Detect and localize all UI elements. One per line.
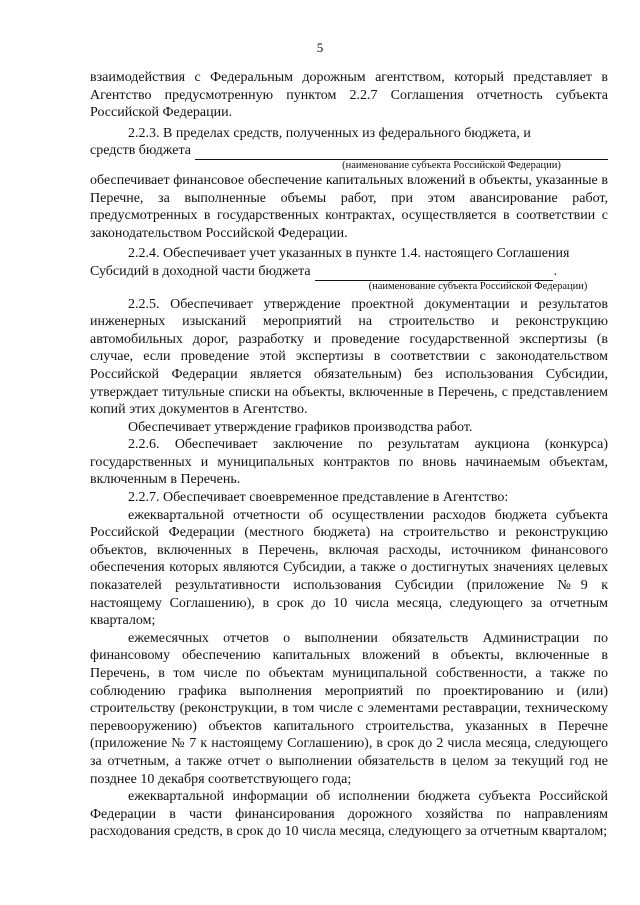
clause-2-2-3-body: обеспечивает финансовое обеспечение капитальных вложений в объекты, указанные в Перечне, за выполненные объемы работ, при этом авансирование работ, предусмотренных в государственных контрактах, осуществляется в соответствии с законодательством Российской Федерации. xyxy=(90,172,608,241)
schedule-approval: Обеспечивает утверждение графиков производства работ. xyxy=(128,419,473,435)
page-number: 5 xyxy=(316,40,324,55)
clause-2-2-7: 2.2.7. Обеспечивает своевременное представление в Агентство: xyxy=(128,490,509,506)
clause-2-2-6: 2.2.6. Обеспечивает заключение по результатам аукциона (конкурса) государственных и муниципальных контрактов по вновь начинаемым объектам, включенным в Перечень. xyxy=(90,437,608,488)
budget-label: средств бюджета xyxy=(90,143,192,159)
budget-info-item: ежеквартальной информации об исполнении бюджета субъекта Российской Федерации в части финансирования дорожного хозяйства по направлениям расходования средств, в срок до 10 числа месяца, следующего за отчетным кварталом; xyxy=(90,789,608,840)
period: . xyxy=(553,263,558,279)
paragraph-continuation: взаимодействия с Федеральным дорожным агентством, который представляет в Агентство предусмотренную пунктом 2.2.7 Соглашения отчетность субъекта Российской Федерации. xyxy=(90,70,608,121)
fill-in-blank xyxy=(315,266,553,281)
clause-2-2-4-intro: 2.2.4. Обеспечивает учет указанных в пункте 1.4. настоящего Соглашения xyxy=(128,246,570,262)
budget-fill-line xyxy=(90,142,608,160)
quarterly-report-item: ежеквартальной отчетности об осуществлении расходов бюджета субъекта Российской Федерации (местного бюджета) на строительство и реконструкцию объектов, включенных в Перечень, включая расходы, источником финансового обеспечения которых являются Субсидии, а также о достигнутых значениях целевых показателей результативности использования Субсидии (приложение №9 к настоящему Соглашению), в срок до 10 числа месяца, следующего за отчетным кварталом; xyxy=(90,507,608,629)
fill-in-blank xyxy=(195,145,608,160)
clause-2-2-5: 2.2.5. Обеспечивает утверждение проектной документации и результатов инженерных изысканий мероприятий на строительство и реконструкцию автомобильных дорог, разработку и проведение государственной экспертизы (в случае, если проведение этой экспертизы в соответствии с законодательством Российской Федерации является обязательным) без использования Субсидии, утверждает титульные списки на объекты, включенные в Перечень, с представлением копий этих документов в Агентство. xyxy=(90,296,608,418)
document-body xyxy=(90,69,608,841)
monthly-report-item: ежемесячных отчетов о выполнении обязательств Администрации по финансовому обеспечению капитальных вложений в объекты, включенные в Перечень, в том числе по объектам муниципальной собственности, а также по соблюдению графика выполнения мероприятий по проектированию и (или) строительству (реконструкции, в том числе с элементами реставрации, техническому перевооружению) объектов капитального строительства, указанных в Перечне (приложение № 7 к настоящему Соглашению), в срок до 2 числа месяца, следующего за отчетным, а также отчет о выполнении обязательств в целом за текущий год не позднее 10 декабря соответствующего года; xyxy=(90,630,608,787)
field-caption: (наименование субъекта Российской Федерации) xyxy=(368,280,588,292)
field-caption: (наименование субъекта Российской Федерации) xyxy=(342,159,561,171)
subsidy-label: Субсидий в доходной части бюджета xyxy=(90,263,311,279)
subsidy-fill-line xyxy=(90,263,608,281)
clause-2-2-3-intro: 2.2.3. В пределах средств, полученных из федерального бюджета, и xyxy=(128,125,531,141)
